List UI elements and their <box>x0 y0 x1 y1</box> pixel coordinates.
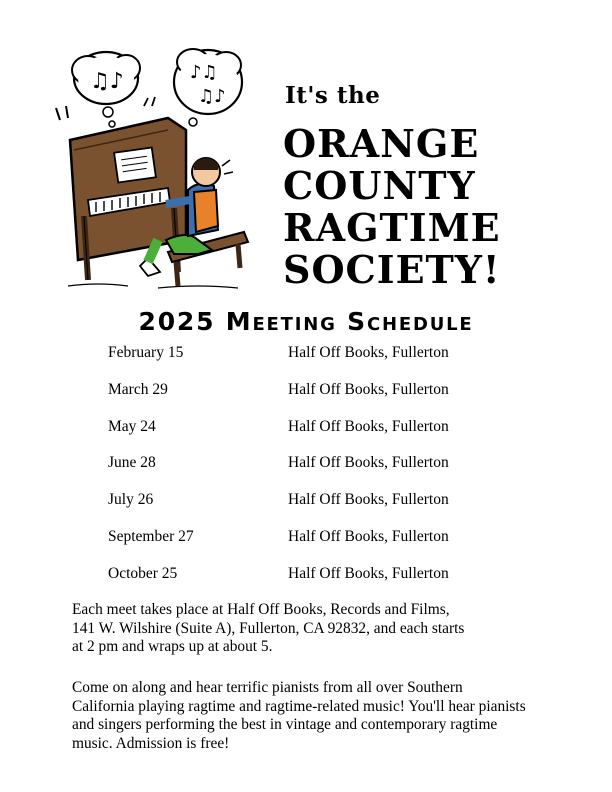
schedule-row <box>108 381 528 418</box>
title-line-orange: ORANGE <box>283 121 480 166</box>
meeting-venue: Half Off Books, Fullerton <box>288 491 449 509</box>
invitation-paragraph <box>72 679 557 753</box>
schedule-row <box>108 491 528 528</box>
schedule-row <box>108 454 528 491</box>
meeting-venue: Half Off Books, Fullerton <box>288 344 449 361</box>
meeting-venue: Half Off Books, Fullerton <box>288 527 449 545</box>
schedule-row <box>108 418 528 455</box>
ragtime-pianist-illustration <box>48 40 258 295</box>
schedule-row <box>108 565 528 602</box>
paragraph-line: Come on along and hear terrific pianists from all over Southern <box>72 679 463 696</box>
schedule-list <box>108 344 528 602</box>
paragraph-line: music. Admission is free! <box>72 734 230 752</box>
title-line-county: COUNTY <box>283 163 476 208</box>
meeting-venue: Half Off Books, Fullerton <box>288 417 449 435</box>
svg-text:♫♪: ♫♪ <box>90 69 124 94</box>
meeting-date: March 29 <box>108 380 168 398</box>
paragraph-line: at 2 pm and wraps up at about 5. <box>72 638 273 656</box>
schedule-row <box>108 344 528 381</box>
meeting-venue: Half Off Books, Fullerton <box>288 380 449 398</box>
title-line-society: SOCIETY! <box>283 247 501 292</box>
music-note-cloud-icon <box>174 49 242 126</box>
meeting-venue: Half Off Books, Fullerton <box>288 454 449 472</box>
location-paragraph <box>72 601 557 657</box>
meeting-date: October 25 <box>108 564 178 582</box>
meeting-venue: Half Off Books, Fullerton <box>288 564 449 582</box>
svg-text:♪♫: ♪♫ <box>190 62 218 83</box>
paragraph-line: Each meet takes place at Half Off Books, Records and Films, <box>72 601 450 618</box>
title-prefix: It's the <box>285 82 381 109</box>
meeting-date: February 15 <box>108 344 184 361</box>
meeting-date: September 27 <box>108 527 194 545</box>
title-line-ragtime: RAGTIME <box>283 205 501 250</box>
schedule-row <box>108 528 528 565</box>
paragraph-line: California playing ragtime and ragtime-related music! You'll hear pianists <box>72 697 526 715</box>
meeting-date: May 24 <box>108 417 156 435</box>
music-note-cloud-icon <box>72 52 140 127</box>
svg-text:♫♪: ♫♪ <box>198 86 226 107</box>
meeting-date: June 28 <box>108 454 156 472</box>
paragraph-line: 141 W. Wilshire (Suite A), Fullerton, CA 92832, and each starts <box>72 619 465 637</box>
paragraph-line: and singers performing the best in vintage and contemporary ragtime <box>72 716 498 734</box>
meeting-date: July 26 <box>108 491 154 509</box>
schedule-heading: 2025 Meeting Schedule <box>138 307 474 336</box>
